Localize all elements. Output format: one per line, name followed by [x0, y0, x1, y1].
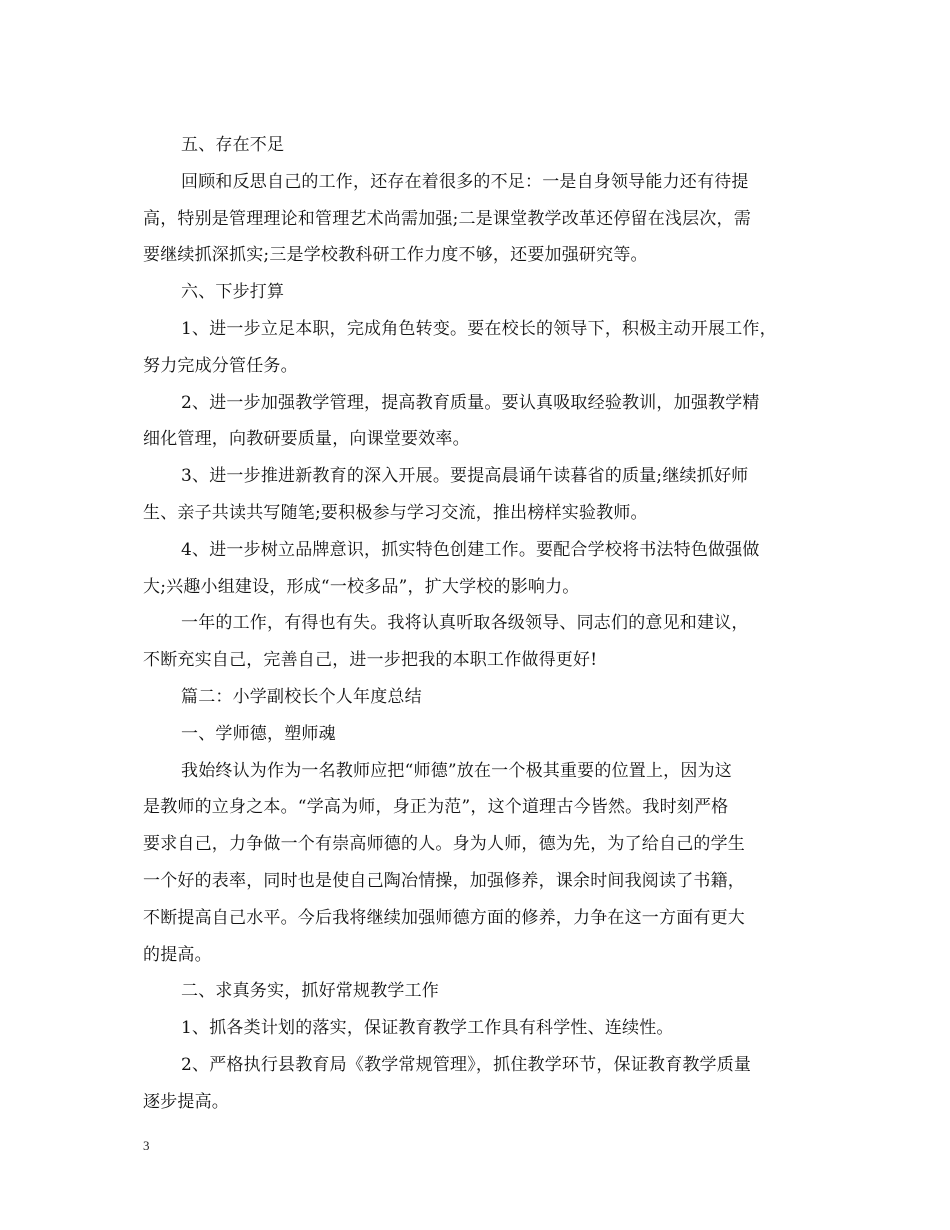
text-line: 篇二：小学副校长个人年度总结 [181, 686, 422, 707]
text-line: 生、亲子共读共写随笔;要积极参与学习交流，推出榜样实验教师。 [143, 502, 648, 523]
text-line: 要继续抓深抓实;三是学校教科研工作力度不够，还要加强研究等。 [143, 245, 648, 266]
text-line: 我始终认为作为一名教师应把“师德”放在一个极其重要的位置上，因为这 [181, 760, 732, 781]
text-line: 的提高。 [143, 944, 212, 965]
text-line: 3、进一步推进新教育的深入开展。要提高晨诵午读暮省的质量;继续抓好师 [181, 466, 749, 487]
text-line: 一、学师德，塑师魂 [181, 723, 336, 744]
text-line: 2、进一步加强教学管理，提高教育质量。要认真吸取经验教训，加强教学精 [181, 392, 760, 413]
text-line: 逐步提高。 [143, 1091, 229, 1112]
text-line: 六、下步打算 [181, 282, 285, 303]
text-line: 不断充实自己，完善自己，进一步把我的本职工作做得更好! [143, 650, 598, 671]
text-line: 2、严格执行县教育局《教学常规管理》，抓住教学环节，保证教育教学质量 [181, 1054, 752, 1075]
page-number: 3 [143, 1138, 150, 1153]
text-line: 一年的工作，有得也有失。我将认真听取各级领导、同志们的意见和建议， [181, 613, 749, 634]
text-line: 4、进一步树立品牌意识，抓实特色创建工作。要配合学校将书法特色做强做 [181, 539, 760, 560]
text-line: 大;兴趣小组建设，形成“一校多品”，扩大学校的影响力。 [143, 576, 580, 597]
text-line: 是教师的立身之本。“学高为师，身正为范”，这个道理古今皆然。我时刻严格 [143, 797, 729, 818]
text-line: 回顾和反思自己的工作，还存在着很多的不足：一是自身领导能力还有待提 [181, 171, 749, 192]
text-line: 不断提高自己水平。今后我将继续加强师德方面的修养，力争在这一方面有更大 [143, 907, 745, 928]
text-line: 1、抓各类计划的落实，保证教育教学工作具有科学性、连续性。 [181, 1018, 674, 1039]
text-line: 五、存在不足 [181, 135, 285, 155]
text-line: 1、进一步立足本职，完成角色转变。要在校长的领导下，积极主动开展工作， [181, 318, 777, 339]
text-line: 高，特别是管理理论和管理艺术尚需加强;二是课堂教学改革还停留在浅层次，需 [143, 208, 751, 229]
document-body [143, 127, 823, 1121]
text-line: 努力完成分管任务。 [143, 355, 298, 376]
text-line: 细化管理，向教研要质量，向课堂要效率。 [143, 429, 470, 450]
text-line: 一个好的表率，同时也是使自己陶冶情操，加强修养，课余时间我阅读了书籍， [143, 870, 745, 891]
text-line: 二、求真务实，抓好常规教学工作 [181, 981, 439, 1002]
text-line: 要求自己，力争做一个有崇高师德的人。身为人师，德为先，为了给自己的学生 [143, 834, 745, 855]
